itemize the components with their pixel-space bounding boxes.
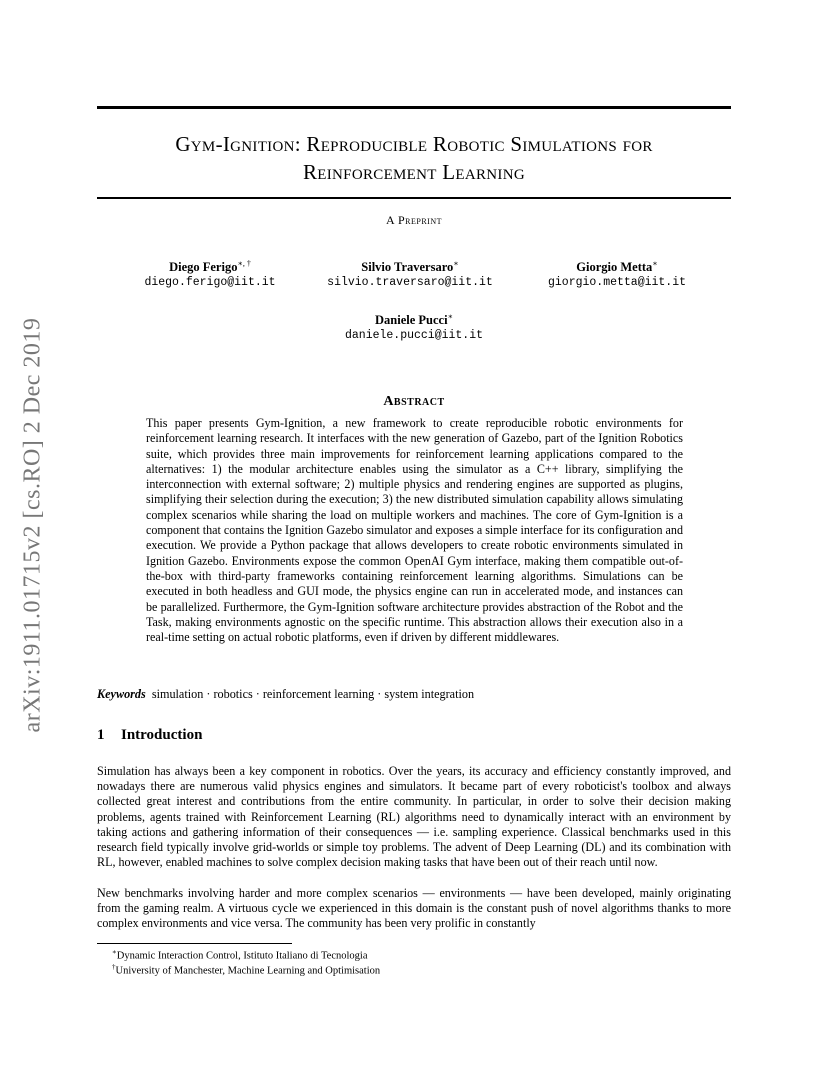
body-paragraph: New benchmarks involving harder and more complex scenarios — environments — have been developed, mainly originating from the gaming realm. A virtuous cycle we experienced in this domain is the constant push of novel algorithms thanks to more complex environments and vice versa. The community has been very prolific in constantly bbox=[97, 886, 731, 931]
author-name: Giorgio Metta bbox=[576, 260, 653, 275]
author-name: Daniele Pucci bbox=[375, 313, 448, 328]
author-affiliation-mark: ∗ bbox=[447, 312, 453, 321]
title-top-rule bbox=[97, 106, 731, 109]
author-block bbox=[530, 259, 704, 289]
author-block bbox=[120, 259, 300, 289]
author-email: diego.ferigo@iit.it bbox=[144, 276, 276, 290]
footnote-mark: ∗ bbox=[112, 948, 117, 956]
author-name: Diego Ferigo bbox=[169, 260, 238, 275]
author-affiliation-mark: ∗ bbox=[652, 259, 658, 268]
arxiv-identifier: arXiv:1911.01715v2 [cs.RO] 2 Dec 2019 bbox=[19, 317, 46, 733]
footnote-text: University of Manchester, Machine Learning and Optimisation bbox=[115, 965, 381, 977]
author-name: Silvio Traversaro bbox=[361, 260, 454, 275]
footnote bbox=[112, 963, 380, 977]
arxiv-sidebar bbox=[8, 290, 58, 760]
footnote bbox=[112, 948, 367, 962]
author-email: daniele.pucci@iit.it bbox=[344, 329, 484, 343]
preprint-label: A Preprint bbox=[385, 213, 442, 227]
author-block bbox=[312, 259, 508, 289]
abstract-body: This paper presents Gym-Ignition, a new framework to create reproducible robotic environments for reinforcement learning research. It interfaces with the new generation of Gazebo, part of the Ignition Robotics suite, which provides three main improvements for reinforcement learning applications compared to the alternatives: 1) the modular architecture enables using the simulator as a C++ library, simplifying the interconnection with external software; 2) multiple physics and rendering engines are supported as plugins, simplifying their selection during the execution; 3) the new distributed simulation capability allows simulating complex scenarios while sharing the load on multiple workers and machines. The core of Gym-Ignition is a component that contains the Ignition Gazebo simulator and exposes a simple interface for its configuration and execution. We provide a Python package that allows developers to create robotic environments simulated in Ignition Gazebo. Environments expose the common OpenAI Gym interface, making them compatible out-of-the-box with third-party frameworks containing reinforcement learning algorithms. Simulations can be executed in both headless and GUI mode, the physics engine can run in accelerated mode, and instances can be parallelized. Furthermore, the Gym-Ignition software architecture provides abstraction of the Robot and the Task, making environments agnostic on the specific runtime. This abstraction allows their execution also in a real-time setting on actual robotic platforms, even if driven by different middlewares. bbox=[146, 416, 684, 645]
footnote-text: Dynamic Interaction Control, Istituto Italiano di Tecnologia bbox=[116, 950, 368, 962]
paper-title-line2: Reinforcement Learning bbox=[302, 160, 525, 184]
paper-title-line1: Gym-Ignition: Reproducible Robotic Simulations for bbox=[175, 132, 653, 156]
keywords-text: simulation · robotics · reinforcement learning · system integration bbox=[151, 687, 475, 701]
footnote-mark: † bbox=[112, 963, 116, 971]
author-email: giorgio.metta@iit.it bbox=[547, 276, 687, 290]
keywords-line bbox=[97, 687, 731, 702]
author-block bbox=[312, 312, 516, 342]
author-email: silvio.traversaro@iit.it bbox=[327, 276, 493, 290]
author-affiliation-mark: ∗ bbox=[453, 259, 459, 268]
body-paragraph: Simulation has always been a key component in robotics. Over the years, its accuracy and efficiency constantly improved, and nowadays there are numerous valid physics engines and simulators. It became part of every roboticist's toolbox and always collected great interest and contributions from the entire community. In particular, in order to solve their decision making problems, agents trained with Reinforcement Learning (RL) algorithms need to dynamically interact with an environment by taking actions and gathering information of their consequences — i.e. sampling experience. Classical benchmarks used in this research field typically involve grid-worlds or simple toy problems. The advent of Deep Learning (DL) and its combination with RL, however, enabled machines to solve complex decision making tasks that have been out of their reach until now. bbox=[97, 764, 731, 870]
author-affiliation-mark: ∗, † bbox=[237, 259, 251, 268]
abstract-heading: Abstract bbox=[383, 394, 445, 409]
section-heading bbox=[97, 727, 202, 744]
title-bottom-rule bbox=[97, 197, 731, 199]
keywords-label: Keywords bbox=[97, 687, 146, 701]
section-title: Introduction bbox=[121, 727, 203, 743]
section-number: 1 bbox=[97, 727, 105, 743]
footnote-rule bbox=[97, 943, 292, 944]
